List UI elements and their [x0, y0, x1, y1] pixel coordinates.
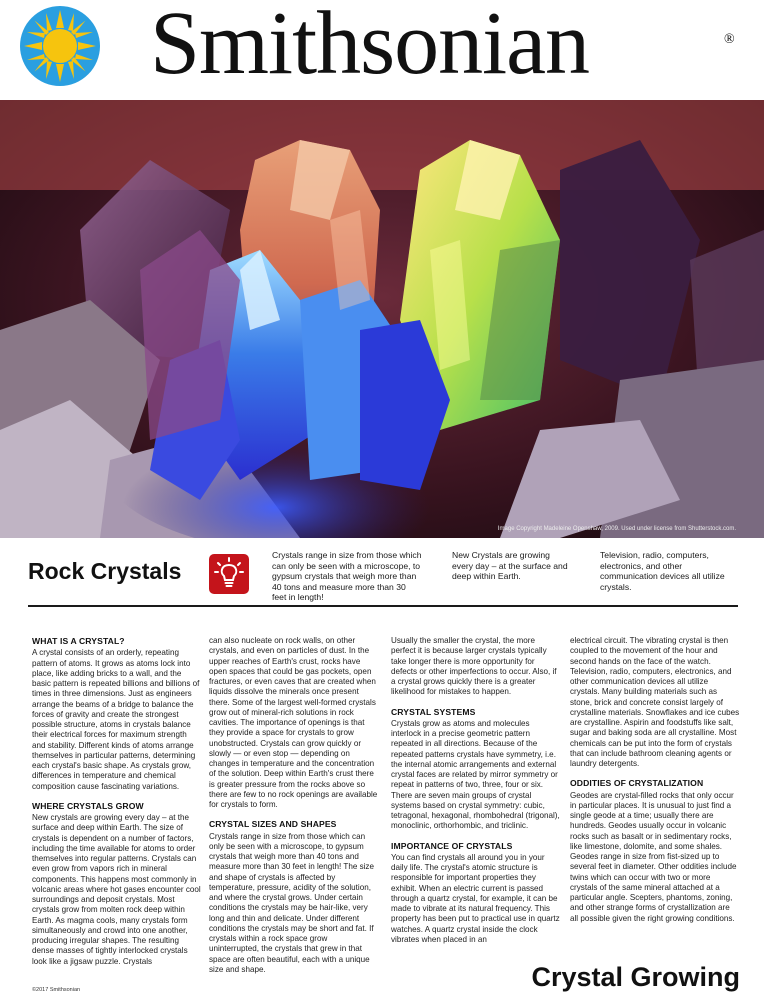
page-title: Rock Crystals [28, 558, 182, 584]
column-2 [209, 636, 379, 984]
body-paragraph: electrical circuit. The vibrating crystal is then coupled to the movement of the hour and second hands on the face of the watch. Television, radio, computers, electronics, and other communication devices all utilize crystals. Many building materials such as stone, brick and concrete consist largely of crystalline materials. Snowflakes and ice cubes are crystalline. Aspirin and foodstuffs like salt, sugar and baking soda are all crystalline. Most chemicals can be put into the form of crystals that can include bathroom cleaning agents or laundry detergents. [570, 636, 740, 768]
body-paragraph: can also nucleate on rock walls, on other crystals, and even on particles of dust. In the upper reaches of Earth's crust, rocks have open spaces that could be gas pockets, open fractures, or even caves that are created when liquids dissolve the minerals once present there. Some of the largest well-formed crystals grow out of mineral-rich solutions in rock cavities. The importance of openings is that they provide a space for crystals to grow unobstructed. Crystals can grow quickly or slowly — or even stop — depending on changes in temperature and the concentration of the solution. Deep within Earth's crust there is greater pressure from the rocks above so there are few to no rock openings are available for crystals to form. [209, 636, 378, 809]
sun-logo-icon [18, 4, 102, 88]
heading-importance-of-crystals: IMPORTANCE OF CRYSTALS [391, 840, 513, 851]
brand-wordmark: Smithsonian [150, 0, 590, 93]
body-paragraph: New crystals are growing every day – at the surface and deep within Earth. The size of crystals is dependent on a number of factors, including the time available for atoms to order themselves into regular patterns. Crystals can even grow from vapors rich in mineral components. This happens most commonly in volcanic areas where hot gases encounter cool surroundings and deposit crystals. Most crystals grow from molten rock deep within Earth. As magma cools, many crystals form simultaneously and crowd into one another, producing irregular shapes. The resulting dense masses of tightly interlocked crystals look like a jigsaw puzzle. Crystals [32, 813, 201, 966]
section-subtitle: Crystal Growing [531, 962, 740, 992]
heading-where-crystals-grow: WHERE CRYSTALS GROW [32, 800, 144, 811]
title-band [0, 538, 764, 610]
body-paragraph: Crystals range in size from those which can only be seen with a microscope, to gypsum crystals that weigh more than 40 tons and measure more than 30 feet in length! The size and shape of crystals is affected by temperature, pressure, acidity of the solution, and where the crystal grows. Under certain conditions the crystals may be hair-like, very long and thin and delicate. Under different conditions the crystals may be short and fat. If crystals within a rock space grow uninterrupted, the crystals that grew in that space are often beautiful, each with a unique size and shape. [209, 831, 374, 974]
column-4 [570, 636, 740, 933]
registered-mark: ® [724, 32, 735, 47]
copyright-notice: ©2017 Smithsonian [32, 987, 81, 993]
lightbulb-icon [209, 554, 249, 594]
body-paragraph: You can find crystals all around you in your daily life. The crystal's atomic structure is responsible for important properties they exhibit. When an electric current is passed through a quartz crystal, for example, it can be made to vibrate at its natural frequency. This property has been put to practical use in quartz watches. A quartz crystal inside the clock vibrates when placed in an [391, 852, 560, 944]
heading-oddities-of-crystalization: ODDITIES OF CRYSTALIZATION [570, 778, 704, 789]
body-paragraph: Usually the smaller the crystal, the more perfect it is because larger crystals typically take longer there is more opportunity for defects or other imperfections to occur. Also, if a crystal grows quickly there is a greater likelihood for mistakes to happen. [391, 636, 557, 697]
crystal-photo [0, 100, 764, 538]
header [0, 0, 764, 100]
heading-crystal-sizes-and-shapes: CRYSTAL SIZES AND SHAPES [209, 819, 337, 830]
fact-size: Crystals range in size from those which can only be seen with a microscope, to gypsum crystals that weigh more than 40 tons and measure more than 30 feet in length! [272, 550, 422, 603]
body-paragraph: A crystal consists of an orderly, repeating pattern of atoms. It grows as atoms lock into place, like adding bricks to a wall, and the basic pattern is repeated billions and billions of times in three dimensions. Just as engineers arrange the beams of a bridge to balance the forces of gravity and create the strongest possible structure, atoms in crystals balance their electrical forces for maximum strength and stability. Different kinds of atoms arrange themselves in particular patterns, determining each crystal's basic shape. As crystals grow, differences in temperature and chemical composition cause fascinating variations. [32, 648, 200, 791]
column-1 [32, 636, 202, 976]
column-3 [391, 636, 561, 954]
fact-growing: New Crystals are growing every day – at the surface and deep within Earth. [452, 550, 568, 582]
fact-devices: Television, radio, computers, electronics, and other communication devices all utilize crystals. [600, 550, 725, 592]
heading-crystal-systems: CRYSTAL SYSTEMS [391, 706, 476, 717]
crystal-illustration [0, 100, 764, 538]
photo-credit: Image Copyright Madeleine Openshaw, 2009. Used under license from Shutterstock.com. [497, 526, 736, 532]
body-paragraph: Geodes are crystal-filled rocks that only occur in particular places. It is unusual to just find a single geode at a time; usually there are hundreds. Geodes usually occur in volcanic rocks such as basalt or in sedimentary rocks, like limestone, dolomite, and some shales. Geodes range in size from fist-sized up to several feet in diameter. Other oddities include twins which can occur with two or more crystals of the same mineral attached at a particular angle. Scepters, phantoms, zoning, and other strange forms of crystallization are all possible given the right growing conditions. [570, 790, 737, 923]
divider-rule [28, 605, 738, 607]
heading-what-is-a-crystal: WHAT IS A CRYSTAL? [32, 636, 125, 646]
body-paragraph: Crystals grow as atoms and molecules interlock in a precise geometric pattern repeated in all directions. Because of the repeated patterns crystals have symmetry, i.e. the internal atomic arrangements and external crystal faces are related by mirror symmetry or repeat in patterns of two, three, four or six. There are seven main groups of crystal systems based on crystal symmetry: cubic, tetragonal, hexagonal, rhombohedral (trigonal), monoclinic, orthorhombic, and triclinic. [391, 718, 560, 831]
